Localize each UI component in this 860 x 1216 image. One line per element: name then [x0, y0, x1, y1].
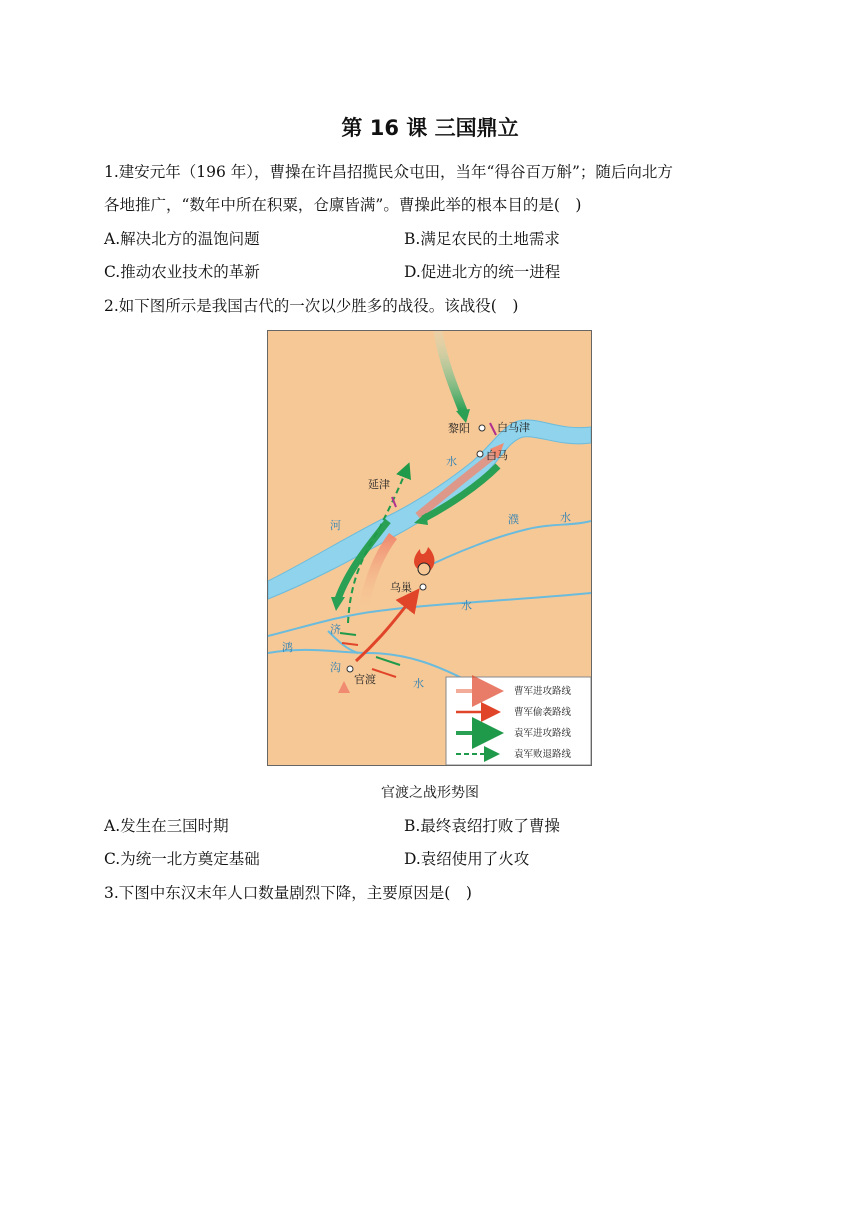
- river-label: 河: [330, 519, 341, 532]
- q1-option-a: A.解决北方的温饱问题: [104, 230, 260, 248]
- q2-stem: 2.如下图所示是我国古代的一次以少胜多的战役。该战役( ): [104, 297, 519, 315]
- ji-river: [268, 593, 591, 636]
- q2-option-b: B.最终袁绍打败了曹操: [404, 817, 560, 835]
- river-label: 水: [560, 511, 571, 524]
- place-guandu: 官渡: [354, 673, 376, 686]
- legend-yuan-attack: 袁军进攻路线: [514, 728, 572, 739]
- place-wuchao: 乌巢: [390, 581, 412, 594]
- q1-option-d: D.促进北方的统一进程: [404, 263, 561, 281]
- river-label: 水: [461, 599, 472, 612]
- river-label: 水: [446, 455, 457, 468]
- place-baima: 白马: [486, 449, 508, 462]
- river-label: 鸿: [282, 641, 293, 654]
- q1-stem-line2: 各地推广，“数年中所在积粟，仓廪皆满”。曹操此举的根本目的是( ): [104, 196, 582, 214]
- q2-option-d: D.袁绍使用了火攻: [404, 850, 530, 868]
- yuan-attack-route-north: [438, 331, 463, 411]
- q3-stem: 3.下图中东汉末年人口数量剧烈下降，主要原因是( ): [104, 884, 472, 902]
- place-baimajin: 白马津: [497, 421, 530, 434]
- fire-icon: [414, 547, 434, 575]
- q2-option-c: C.为统一北方奠定基础: [104, 850, 260, 868]
- place-liyang: 黎阳: [448, 422, 470, 435]
- river-label: 沟: [330, 661, 341, 674]
- q2-option-a: A.发生在三国时期: [104, 817, 229, 835]
- river-label: 济: [330, 623, 341, 636]
- q1-option-c: C.推动农业技术的革新: [104, 263, 260, 281]
- legend-cao-attack: 曹军进攻路线: [514, 686, 572, 697]
- q1-option-b: B.满足农民的土地需求: [404, 230, 560, 248]
- river-label: 水: [413, 677, 424, 690]
- pu-river: [418, 521, 591, 571]
- map-caption: 官渡之战形势图: [381, 785, 479, 801]
- page-title: 第 16 课 三国鼎立: [341, 116, 519, 140]
- legend-yuan-retreat: 袁军败退路线: [514, 749, 572, 760]
- place-yanjin: 延津: [368, 478, 390, 491]
- q1-stem-line1: 1.建安元年（196 年），曹操在许昌招揽民众屯田，当年“得谷百万斛”；随后向北方: [104, 163, 673, 181]
- river-label: 濮: [508, 513, 519, 526]
- guandu-battle-map: [267, 330, 592, 766]
- legend-cao-raid: 曹军偷袭路线: [514, 707, 572, 718]
